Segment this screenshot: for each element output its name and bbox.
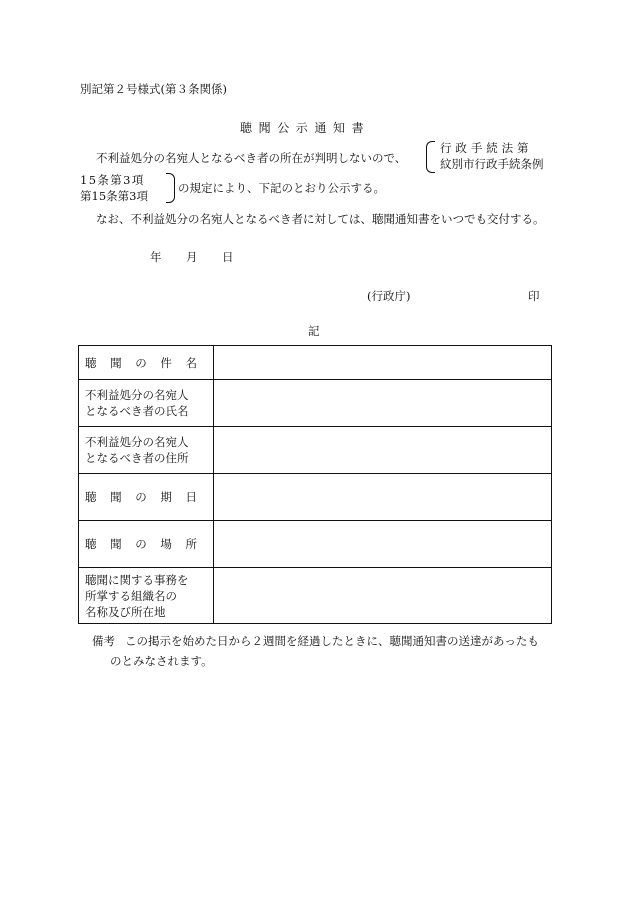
label-char: 日: [185, 490, 197, 504]
label-char: 所: [185, 537, 197, 551]
table-row: [79, 474, 552, 521]
hearing-details-table: [78, 345, 552, 624]
date-year: 年: [150, 250, 162, 264]
article-option-1: 15条第3項: [80, 173, 145, 187]
row-label-case: [79, 346, 214, 380]
row-label-organization: [79, 568, 214, 624]
table-row: [79, 346, 552, 380]
row-value-address[interactable]: [214, 427, 552, 474]
label-char: 場: [160, 537, 172, 551]
article-choice-brace: [166, 173, 175, 203]
label-char: 期: [160, 490, 172, 504]
label-char: 名: [185, 355, 197, 370]
agency-label: (行政庁): [367, 289, 411, 303]
date-month: 月: [186, 250, 198, 264]
row-value-name[interactable]: [214, 380, 552, 427]
label-char: 聴: [85, 490, 97, 504]
table-row: [79, 568, 552, 624]
row-label-address: [79, 427, 214, 474]
row-label-date: [79, 474, 214, 521]
label-line: 不利益処分の名宛人: [85, 388, 189, 402]
label-char: 聞: [110, 355, 122, 370]
intro-line1-end: の規定により、下記のとおり公示する。: [178, 181, 385, 195]
intro-line1-start: 不利益処分の名宛人となるべき者の所在が判明しないので、: [96, 151, 407, 165]
row-value-place[interactable]: [214, 521, 552, 568]
note-label: 備考: [92, 634, 115, 648]
table-row: [79, 427, 552, 474]
note-line2: のとみなされます。: [110, 654, 213, 668]
ki-heading: 記: [308, 324, 320, 338]
label-line: となるべき者の氏名: [85, 404, 189, 418]
label-line: となるべき者の住所: [85, 451, 189, 465]
article-option-2: 第15条第3項: [80, 189, 148, 203]
label-char: 聴: [85, 355, 97, 370]
row-label-name: [79, 380, 214, 427]
row-label-place: [79, 521, 214, 568]
row-value-date[interactable]: [214, 474, 552, 521]
label-char: 聞: [110, 537, 122, 551]
label-char: 聴: [85, 537, 97, 551]
label-char: の: [135, 355, 147, 370]
note-line1: この掲示を始めた日から２週間を経過したときに、聴聞通知書の送達があったも: [125, 634, 539, 648]
seal-mark: 印: [528, 289, 540, 303]
row-value-organization[interactable]: [214, 568, 552, 624]
row-value-case[interactable]: [214, 346, 552, 380]
label-line: 所掌する組織名の: [85, 588, 177, 603]
law-choice-brace: [426, 141, 435, 173]
label-char: の: [135, 490, 147, 504]
label-line: 聴聞に関する事務を: [85, 572, 189, 587]
table-row: [79, 521, 552, 568]
law-option-2: 紋別市行政手続条例: [440, 157, 544, 171]
label-line: 不利益処分の名宛人: [85, 435, 189, 449]
form-reference: 別記第２号様式(第３条関係): [80, 82, 227, 96]
law-option-1: 行政手続法第: [440, 141, 533, 155]
page-title: 聴聞公示通知書: [240, 121, 371, 135]
label-char: 聞: [110, 490, 122, 504]
intro-line2: なお、不利益処分の名宛人となるべき者に対しては、聴聞通知書をいつでも交付する。: [96, 212, 545, 226]
date-day: 日: [222, 250, 234, 264]
table-row: [79, 380, 552, 427]
label-char: 件: [160, 355, 172, 370]
label-char: の: [135, 537, 147, 551]
label-line: 名称及び所在地: [85, 604, 166, 619]
